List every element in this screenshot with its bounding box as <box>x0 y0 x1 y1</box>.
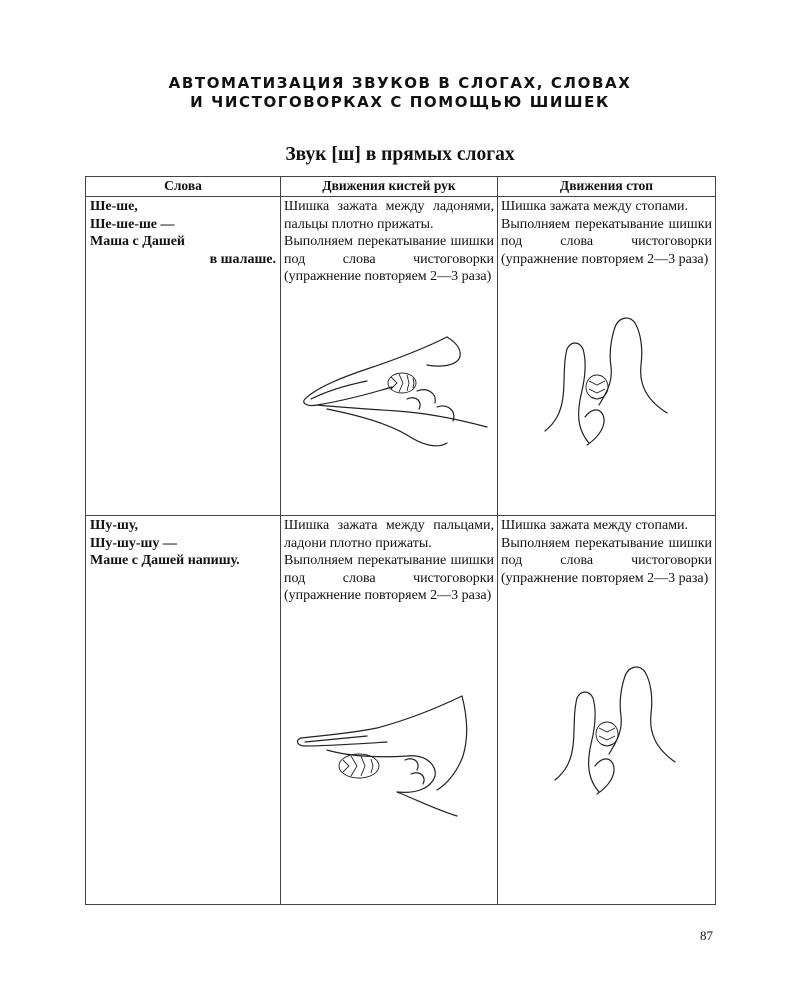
heading-line-2: И ЧИСТОГОВОРКАХ С ПОМОЩЬЮ ШИШЕК <box>190 93 610 111</box>
word-line: в шалаше. <box>209 251 276 267</box>
hands-description: Шишка зажата между пальцами, ладони плотно прижаты. <box>284 518 494 551</box>
feet-instruction: Выполняем перекатывание шишки под слова чистоговорки (упражнение повторяем 2—3 раза) <box>501 216 712 267</box>
hands-description: Шишка зажата между ладонями, пальцы плотно прижаты. <box>284 199 494 232</box>
heading-line-1: АВТОМАТИЗАЦИЯ ЗВУКОВ В СЛОГАХ, СЛОВАХ <box>168 74 632 92</box>
feet-description: Шишка зажата между стопами. <box>501 199 689 214</box>
feet-cell <box>498 197 716 516</box>
feet-holding-cone-illustration <box>527 658 687 808</box>
palms-holding-cone-illustration <box>287 307 492 457</box>
column-header-words: Слова <box>86 177 281 197</box>
hands-cell <box>281 516 498 905</box>
table-row <box>86 516 716 905</box>
word-line: Маше с Дашей напишу. <box>90 553 240 568</box>
section-subtitle: Звук [ш] в прямых слогах <box>285 144 515 165</box>
table-header-row <box>86 177 716 197</box>
feet-holding-cone-illustration <box>527 309 687 459</box>
feet-description: Шишка зажата между стопами. <box>501 518 689 533</box>
hands-instruction: Выполняем перекатывание шишки под слова чистоговорки (упражнение повторяем 2—3 раза) <box>284 234 494 284</box>
words-cell <box>86 516 281 905</box>
hands-cell <box>281 197 498 516</box>
feet-cell <box>498 516 716 905</box>
feet-instruction: Выполняем перекатывание шишки под слова чистоговорки (упражнение повторяем 2—3 раза) <box>501 535 712 586</box>
table-row <box>86 197 716 516</box>
word-line: Маша с Дашей <box>90 234 185 249</box>
word-line: Шу-шу-шу — <box>90 535 177 551</box>
word-line: Ше-ше, <box>90 199 138 214</box>
hands-instruction: Выполняем перекатывание шишки под слова чистоговорки (упражнение повторяем 2—3 раза) <box>284 553 494 603</box>
fingers-holding-cone-illustration <box>287 676 492 826</box>
column-header-feet: Движения стоп <box>498 177 716 197</box>
exercise-table <box>85 176 716 905</box>
column-header-hands: Движения кистей рук <box>281 177 498 197</box>
words-cell <box>86 197 281 516</box>
word-line: Шу-шу, <box>90 518 138 533</box>
page-number: 87 <box>700 928 713 943</box>
word-line: Ше-ше-ше — <box>90 216 175 232</box>
page-heading <box>0 74 800 112</box>
